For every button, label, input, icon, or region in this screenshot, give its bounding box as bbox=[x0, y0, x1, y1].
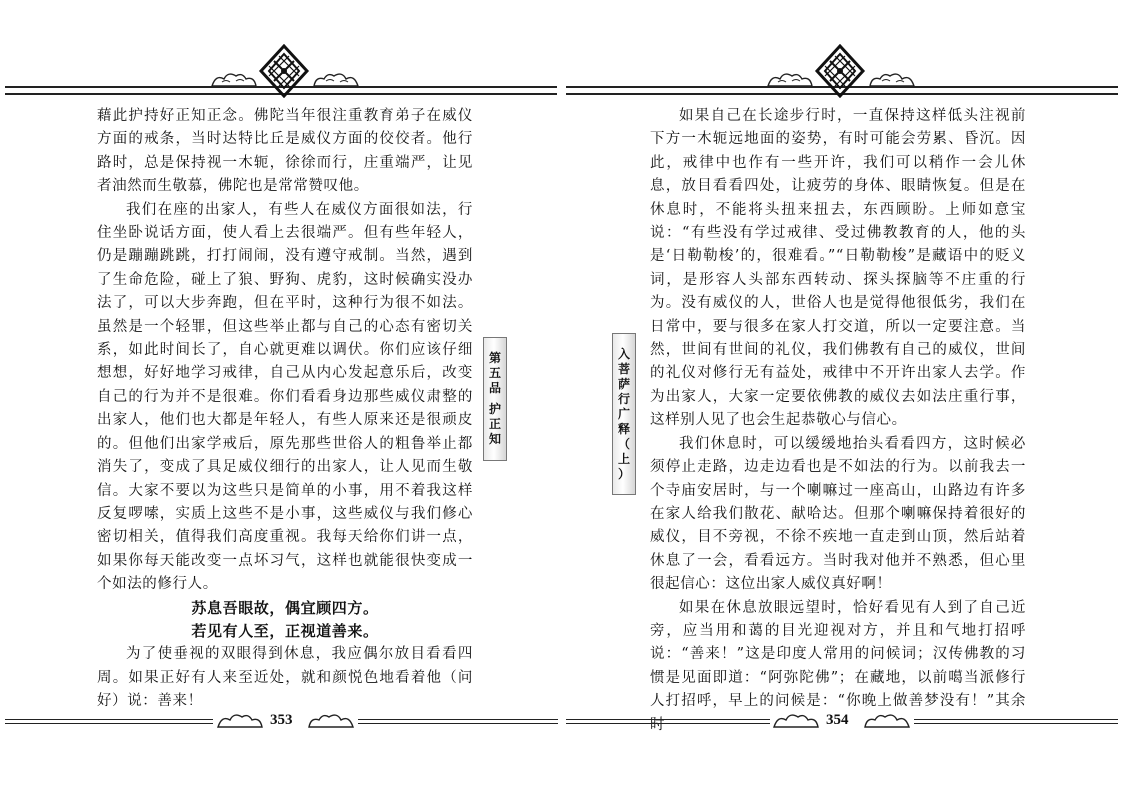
paragraph: 我们休息时，可以缓缓地抬头看看四方，这时候必须停止走路，边走边看也是不如法的行为。以前我去一个寺庙安居时，与一个喇嘛过一座高山，山路边有许多在家人给我们散花、献哈达。但那个喇嘛保持着很好的威仪，目不旁视，不徐不疾地一直走到山顶，然后站着休息了一会，看看远方。当时我对他并不熟悉，但心里很起信心：这位出家人威仪真好啊！ bbox=[650, 435, 1026, 593]
tab-char: 菩 bbox=[617, 361, 630, 376]
commentary-paragraph: 为了使垂视的双眼得到休息，我应偶尔放目看看四周。如果正好有人来至近处，就和颜悦色地看着他（问好）说：善来！ bbox=[97, 646, 473, 710]
right-bottom-rule-right bbox=[914, 719, 1118, 724]
tab-char: 入 bbox=[617, 346, 630, 361]
cloud-ornament-icon bbox=[863, 711, 911, 729]
cloud-ornament-icon bbox=[312, 70, 360, 88]
cloud-ornament-icon bbox=[766, 70, 814, 88]
tab-char: 第 bbox=[488, 351, 501, 365]
tab-char: ） bbox=[617, 466, 630, 481]
endless-knot-ornament-icon bbox=[257, 44, 311, 98]
cloud-ornament-icon bbox=[772, 711, 820, 729]
page-number: 353 bbox=[270, 712, 293, 728]
right-body-text bbox=[650, 105, 1026, 737]
paragraph: 藉此护持好正知正念。佛陀当年很注重教育弟子在威仪方面的戒条，当时达特比丘是威仪方面的佼佼者。他行路时，总是保持视一木轭，徐徐而行，庄重端严，让见者油然而生敬慕，佛陀也是常常赞叹他。 bbox=[97, 108, 473, 195]
tab-char: 行 bbox=[617, 391, 630, 406]
tab-char: 广 bbox=[617, 406, 630, 421]
tab-char: 五 bbox=[488, 366, 501, 380]
verse-line: 若见有人至，正视道善来。 bbox=[191, 621, 379, 640]
left-body-text bbox=[97, 105, 473, 714]
left-bottom-rule-left bbox=[5, 719, 213, 724]
cloud-ornament-icon bbox=[868, 70, 916, 88]
chapter-side-tab bbox=[483, 337, 507, 461]
left-bottom-rule-right bbox=[358, 719, 558, 724]
cloud-ornament-icon bbox=[210, 70, 258, 88]
cloud-ornament-icon bbox=[216, 711, 264, 729]
tab-char: （ bbox=[617, 436, 630, 451]
tab-char: 知 bbox=[488, 432, 501, 446]
right-bottom-rule-left bbox=[566, 719, 770, 724]
tab-char: 护 bbox=[488, 402, 501, 416]
paragraph: 如果在休息放眼远望时，恰好看见有人到了自己近旁，应当用和蔼的目光迎视对方，并且和气地打招呼说：“善来！”这是印度人常用的问候词；汉传佛教的习惯是见面即道：“阿弥陀佛”；在藏地，以前噶当派修行人打招呼，早上的问候是：“你晚上做善梦没有！”其余时 bbox=[650, 599, 1026, 733]
page-number: 354 bbox=[826, 712, 849, 728]
paragraph: 如果自己在长途步行时，一直保持这样低头注视前下方一木轭远地面的姿势，有时可能会劳累、昏沉。因此，戒律中也作有一些开许，我们可以稍作一会儿休息，放目看看四处，让疲劳的身体、眼睛恢复。但是在休息时，不能将头扭来扭去，东西顾盼。上师如意宝说：“有些没有学过戒律、受过佛教教育的人，他的头是‘日勒勒梭’的，很难看。”“日勒勒梭”是藏语中的贬义词，是形容人头部东西转动、探头探脑等不庄重的行为。没有威仪的人，世俗人也是觉得他很低劣，我们在日常中，要与很多在家人打交道，所以一定要注意。当然，世间有世间的礼仪，我们佛教有自己的威仪，世间的礼仪对修行无有益处，戒律中不开许出家人去学。作为出家人，大家一定要依佛教的威仪去如法庄重行事，这样别人见了也会生起恭敬心与信心。 bbox=[650, 108, 1026, 429]
endless-knot-ornament-icon bbox=[813, 44, 867, 98]
tab-char: 正 bbox=[488, 417, 501, 431]
book-title-side-tab bbox=[612, 333, 636, 495]
cloud-ornament-icon bbox=[307, 711, 355, 729]
paragraph: 我们在座的出家人，有些人在威仪方面很如法，行住坐卧说话方面，使人看上去很端严。但有些年轻人，仍是蹦蹦跳跳，打打闹闹，没有遵守戒制。当然，遇到了生命危险，碰上了狼、野狗、虎豹，这时候确实没办法了，可以大步奔跑，但在平时，这种行为很不如法。虽然是一个轻罪，但这些举止都与自己的心态有密切关系，如此时间长了，自心就更难以调伏。你们应该仔细想想，好好地学习戒律，自己从内心发起意乐后，改变自己的行为并不是很难。你们看看身边那些威仪肃整的出家人，他们也大都是年轻人，有些人原来还是很顽皮的。但他们出家学戒后，原先那些世俗人的粗鲁举止都消失了，变成了具足威仪细行的出家人，让人见而生敬信。大家不要以为这些只是简单的小事，用不着我这样反复啰嗦，实质上这些不是小事，这些威仪与我们修心密切相关，值得我们高度重视。我每天给你们讲一点，如果你每天能改变一点坏习气，这样也就能很快变成一个如法的修行人。 bbox=[97, 201, 473, 593]
tab-char: 品 bbox=[488, 381, 501, 395]
verse-line: 苏息吾眼故，偶宜顾四方。 bbox=[191, 598, 379, 617]
tab-char: 上 bbox=[617, 451, 630, 466]
tab-char: 萨 bbox=[617, 376, 630, 391]
tab-char: 释 bbox=[617, 421, 630, 436]
